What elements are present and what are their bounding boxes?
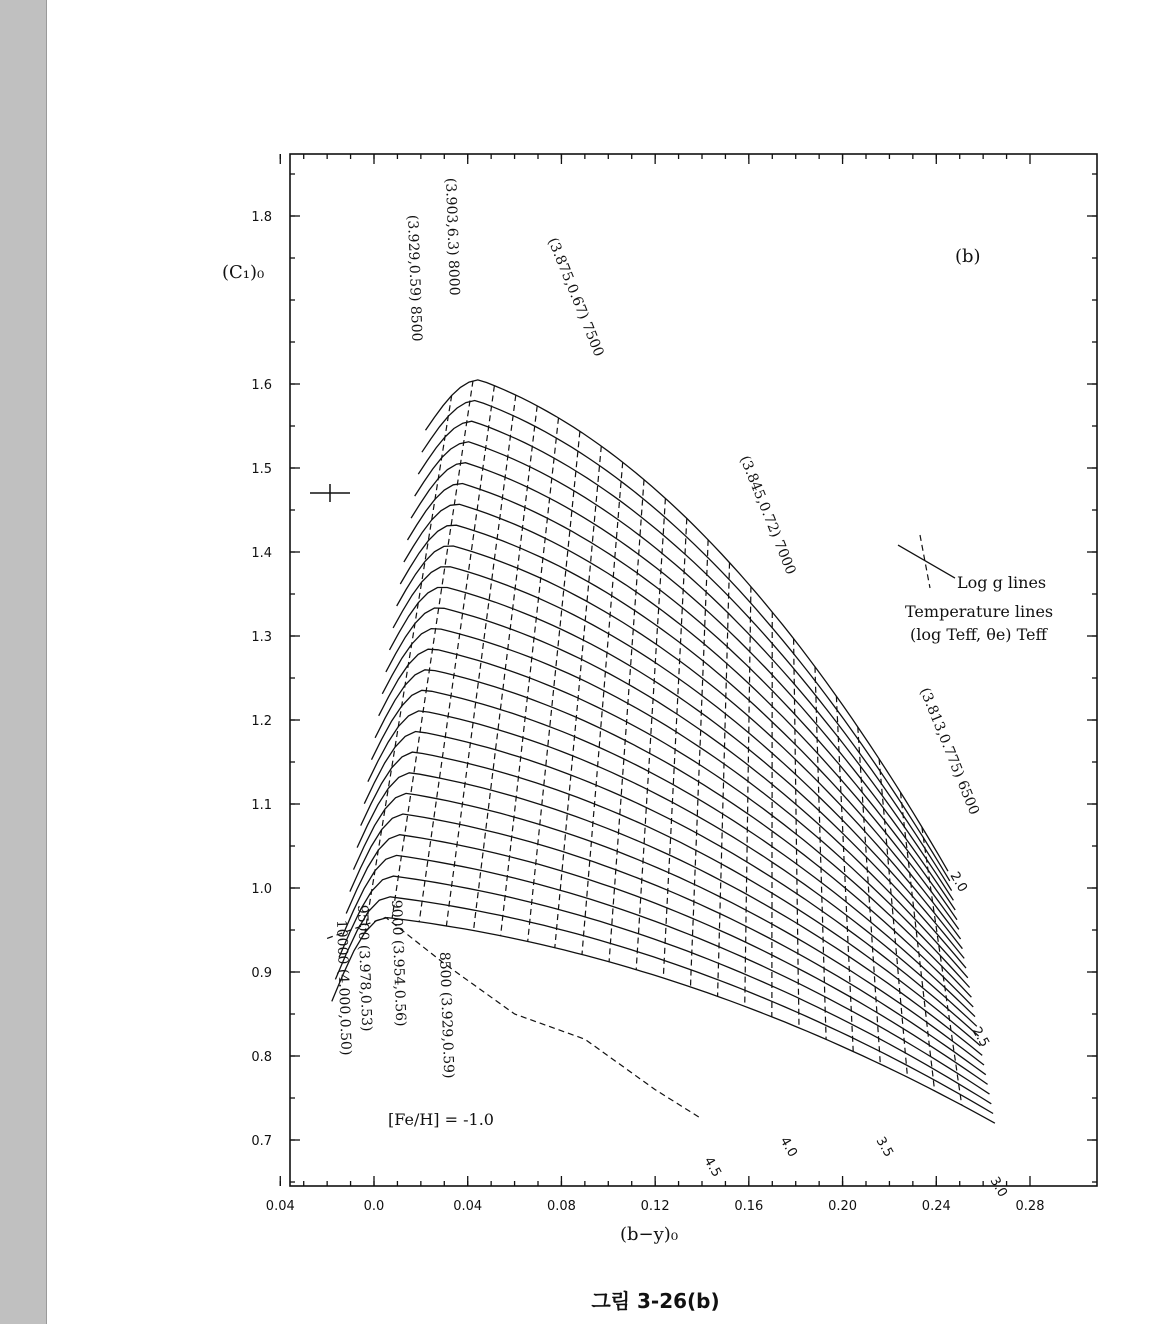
log-g-line (393, 567, 964, 959)
legend-solid-sample (898, 545, 955, 578)
log-g-label: 2.5 (968, 1024, 992, 1050)
figure-caption: 그림 3-26(b) (591, 1289, 720, 1313)
temperature-label-bottom: 10000 (4.000,0.50) (333, 919, 354, 1056)
y-tick-label: 1.4 (251, 546, 272, 561)
legend-dashed-sublabel: (log Teff, θe) Teff (910, 625, 1047, 644)
y-tick-label: 1.6 (251, 378, 272, 393)
metallicity-label: [Fe/H] = -1.0 (388, 1110, 494, 1129)
x-tick-label: 0.04 (265, 1199, 295, 1214)
x-tick-label: 0.24 (921, 1199, 951, 1214)
log-g-line (426, 380, 949, 871)
temperature-line (609, 480, 644, 962)
log-g-label: 3.0 (986, 1174, 1010, 1200)
temperature-line (528, 431, 580, 941)
x-tick-label: 0.20 (828, 1199, 858, 1214)
temperature-label: (3.875,0.67) 7500 (544, 235, 607, 359)
log-g-line (379, 649, 972, 997)
legend (898, 535, 1053, 644)
y-tick-label: 1.5 (251, 462, 272, 477)
temperature-line (555, 446, 602, 948)
temperature-label: (3.903,6.3) 8000 (442, 177, 463, 296)
y-axis-title: (C₁)₀ (222, 262, 265, 283)
log-g-label: 3.5 (872, 1134, 896, 1160)
log-g-line (418, 421, 951, 890)
temperature-line (419, 386, 494, 922)
temperature-label-bottom: 9000 (3.954,0.56) (388, 899, 409, 1027)
log-g-line (422, 401, 950, 881)
x-tick-label: 0.28 (1015, 1199, 1045, 1214)
log-g-4-5-envelope (327, 917, 702, 1119)
temperature-line (501, 418, 559, 936)
y-tick-label: 1.2 (251, 714, 272, 729)
log-g-line (397, 546, 963, 949)
y-tick-label: 0.8 (251, 1050, 272, 1065)
error-bar-marker (310, 484, 350, 502)
temperature-line (691, 540, 709, 987)
temperature-line (392, 381, 473, 919)
temperature-label: (3.929,0.59) 8500 (404, 214, 425, 342)
temperature-label: (3.813,0.775) 6500 (916, 685, 982, 818)
legend-dashed-label: Temperature lines (905, 602, 1054, 621)
temperature-line (636, 498, 665, 969)
x-tick-label: 0.12 (640, 1199, 670, 1214)
panel-label: (b) (955, 246, 981, 267)
legend-solid-label: Log g lines (957, 573, 1047, 592)
log-g-line (368, 711, 977, 1026)
temperature-label: (3.845,0.72) 7000 (736, 453, 799, 577)
y-tick-label: 0.9 (251, 966, 272, 981)
log-g-label: 2.0 (946, 869, 970, 895)
log-g-label: 4.5 (700, 1154, 724, 1180)
temperature-line (582, 462, 623, 954)
x-tick-label: 0.08 (546, 1199, 576, 1214)
temperature-label-bottom: 9500 (3.978,0.53) (354, 904, 375, 1032)
x-axis-title: (b−y)₀ (620, 1224, 679, 1245)
x-tick-label: 0.0 (363, 1199, 385, 1214)
y-tick-label: 1.1 (251, 798, 272, 813)
temperature-line (815, 667, 826, 1040)
temperature-line (474, 406, 538, 931)
log-g-label: 4.0 (776, 1134, 800, 1160)
legend-dashed-sample (920, 535, 930, 588)
y-tick-label: 0.7 (251, 1134, 272, 1149)
temperature-line (365, 395, 452, 932)
temperature-line (663, 518, 687, 978)
log-g-line (382, 629, 969, 988)
temperature-label-bottom: 8500 (3.929,0.59) (436, 951, 457, 1079)
x-tick-label: 0.16 (734, 1199, 764, 1214)
temperature-line (772, 612, 773, 1017)
x-tick-label: 0.04 (453, 1199, 483, 1214)
y-tick-label: 1.3 (251, 630, 272, 645)
log-g-line (415, 442, 954, 901)
y-tick-label: 1.0 (251, 882, 272, 897)
log-g-line (364, 732, 978, 1037)
temperature-line (446, 395, 515, 926)
y-tick-label: 1.8 (251, 210, 272, 225)
